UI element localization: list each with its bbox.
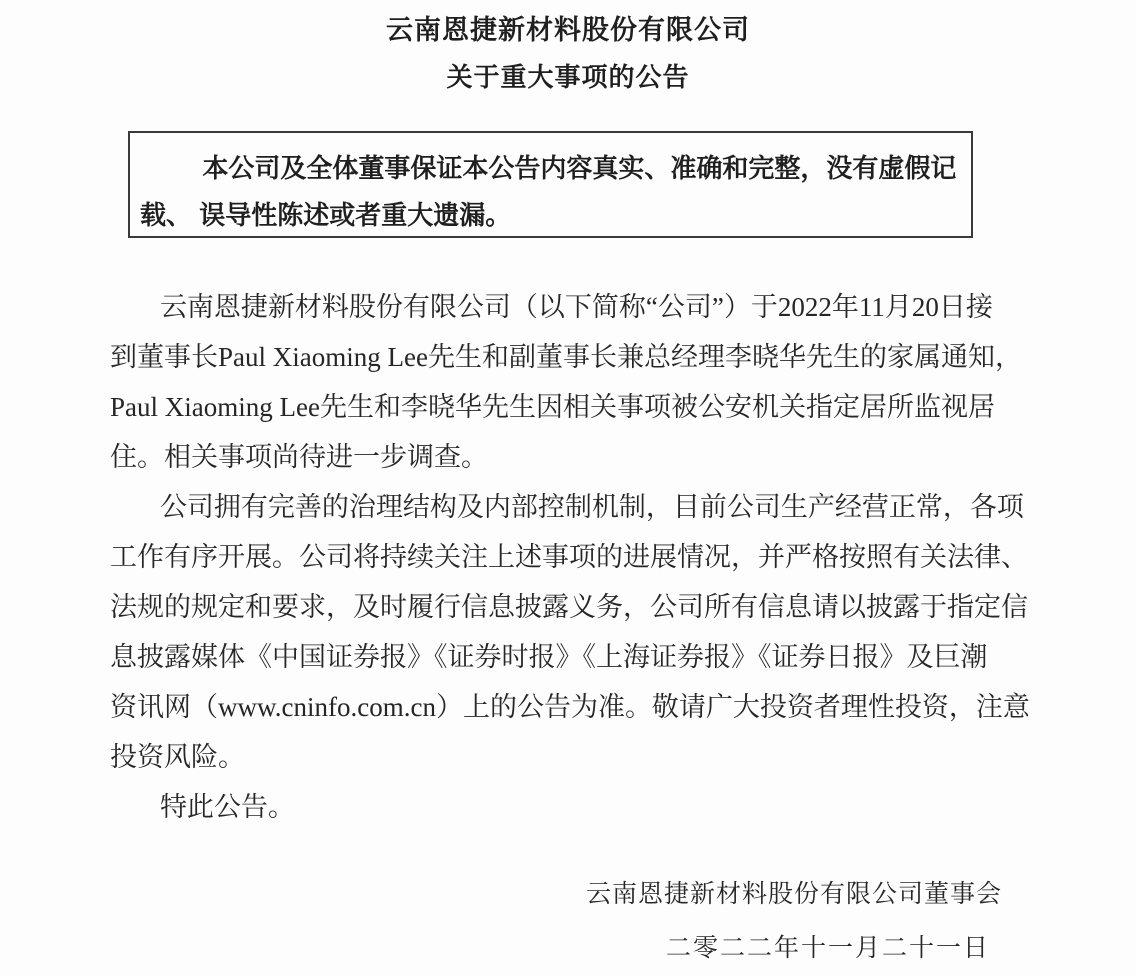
- body-line: Paul Xiaoming Lee先生和李晓华先生因相关事项被公安机关指定居所监视居: [110, 392, 995, 422]
- disclaimer-line: 本公司及全体董事保证本公告内容真实、准确和完整，没有虚假记: [202, 153, 957, 183]
- body-line: 息披露媒体《中国证券报》《证券时报》《上海证券报》《证券日报》及巨潮: [110, 642, 988, 672]
- disclaimer-line: 载、 误导性陈述或者重大遗漏。: [140, 200, 512, 230]
- body-line: 住。相关事项尚待进一步调查。: [110, 442, 488, 472]
- company-name-title: 云南恩捷新材料股份有限公司: [386, 15, 750, 45]
- body-line: 特此公告。: [159, 792, 295, 822]
- announcement-body: [110, 282, 1030, 832]
- announcement-title: 关于重大事项的公告: [446, 62, 690, 92]
- disclaimer-box: [128, 131, 973, 238]
- body-line: 投资风险。: [110, 742, 245, 772]
- body-line: 法规的规定和要求，及时履行信息披露义务，公司所有信息请以披露于指定信: [110, 592, 1028, 622]
- signature-date: 二零二二年十一月二十一日: [665, 935, 990, 962]
- body-line: 资讯网（www.cninfo.com.cn）上的公告为准。敬请广大投资者理性投资，注意: [110, 692, 1030, 722]
- body-line: 到董事长Paul Xiaoming Lee先生和副董事长兼总经理李晓华先生的家属通知，: [110, 342, 1022, 372]
- body-line: 工作有序开展。公司将持续关注上述事项的进展情况，并严格按照有关法律、: [110, 542, 1028, 572]
- body-line: 公司拥有完善的治理结构及内部控制机制，目前公司生产经营正常，各项: [159, 492, 1024, 522]
- signature-company: 云南恩捷新材料股份有限公司董事会: [585, 881, 1002, 908]
- body-line: 云南恩捷新材料股份有限公司（以下简称“公司”）于2022年11月20日接: [159, 292, 993, 322]
